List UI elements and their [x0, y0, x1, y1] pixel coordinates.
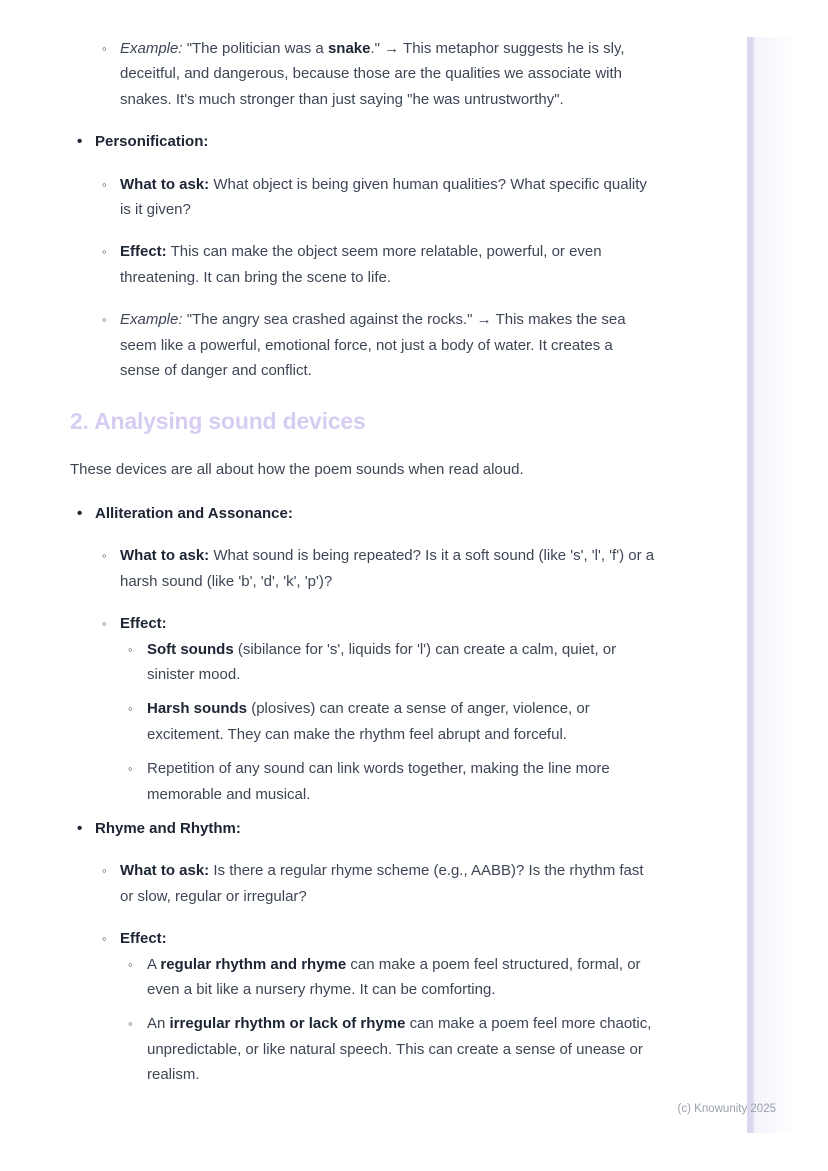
- text-run: A: [147, 955, 161, 973]
- circle-bullet-icon: ◦: [102, 616, 107, 632]
- paragraph: [70, 457, 655, 482]
- list-item: [70, 1011, 655, 1087]
- text-run: This can make the object seem more relatable, powerful, or even threatening. It can bring the scene to life.: [120, 243, 602, 286]
- text-run: Rhyme and Rhythm:: [95, 819, 241, 837]
- list-item: [70, 637, 655, 688]
- text-run: Effect:: [120, 615, 167, 633]
- text-run: "The angry sea crashed against the rocks." → This makes the sea seem like a powerful, emotional force, not just a body of water. It creates a sense of danger and conflict.: [120, 311, 626, 380]
- text-run: What to ask:: [120, 862, 210, 880]
- list-item: [70, 129, 655, 154]
- text-run: Example:: [120, 40, 183, 57]
- list-item: [70, 696, 655, 747]
- circle-bullet-icon: ◦: [128, 701, 133, 717]
- text-run: An: [147, 1015, 170, 1033]
- text-run: Repetition of any sound can link words together, making the line more memorable and musical.: [147, 760, 610, 803]
- circle-bullet-icon: ◦: [128, 761, 133, 777]
- text-run: Is there a regular rhyme scheme (e.g., AABB)? Is the rhythm fast or slow, regular or irregular?: [120, 862, 644, 905]
- text-run: Effect:: [120, 243, 167, 261]
- circle-bullet-icon: ◦: [128, 1016, 133, 1032]
- page-edge-strip: [747, 37, 796, 1133]
- bullet-icon: •: [77, 819, 83, 837]
- circle-bullet-icon: ◦: [102, 41, 107, 56]
- text-run: can make a poem feel more chaotic, unpredictable, or like natural speech. This can create a sense of unease or realism.: [147, 1015, 652, 1084]
- list-item: [70, 36, 655, 112]
- text-run: Alliteration and Assonance:: [95, 504, 293, 522]
- text-run: can make a poem feel structured, formal, or even a bit like a nursery rhyme. It can be comforting.: [147, 955, 641, 998]
- list-item: [70, 756, 655, 807]
- text-run: irregular rhythm or lack of rhyme: [169, 1015, 406, 1033]
- text-run: ." → This metaphor suggests he is sly, deceitful, and dangerous, because those are the qualities we associate with snakes. It's much stronger than just saying "he was untrustworthy".: [120, 40, 625, 108]
- list-item: [70, 543, 655, 594]
- text-run: 2. Analysing sound devices: [70, 408, 366, 435]
- text-run: Personification:: [95, 133, 209, 151]
- list-item: [70, 926, 655, 951]
- text-run: What to ask:: [120, 547, 210, 565]
- list-item: [70, 816, 655, 841]
- copyright-footer: (c) Knowunity 2025: [677, 1103, 776, 1115]
- circle-bullet-icon: ◦: [102, 244, 107, 260]
- list-item: [70, 307, 655, 383]
- list-item: [70, 172, 655, 223]
- circle-bullet-icon: ◦: [102, 931, 107, 947]
- text-run: What sound is being repeated? Is it a soft sound (like 's', 'l', 'f') or a harsh sound (like 'b', 'd', 'k', 'p')?: [120, 547, 655, 590]
- circle-bullet-icon: ◦: [128, 641, 133, 657]
- circle-bullet-icon: ◦: [102, 312, 107, 328]
- bullet-icon: •: [77, 133, 83, 151]
- content-blocks: [70, 36, 655, 1088]
- text-run: "The politician was a: [182, 40, 328, 57]
- text-run: (plosives) can create a sense of anger, violence, or excitement. They can make the rhythm feel abrupt and forceful.: [147, 700, 590, 743]
- text-run: Harsh sounds: [147, 700, 248, 718]
- text-run: What object is being given human qualities? What specific quality is it given?: [120, 175, 647, 219]
- list-item: [70, 239, 655, 290]
- list-item: [70, 858, 655, 909]
- section-heading: [70, 407, 655, 436]
- list-item: [70, 611, 655, 636]
- text-run: snake: [327, 40, 371, 57]
- text-run: (sibilance for 's', liquids for 'l') can create a calm, quiet, or sinister mood.: [147, 640, 617, 683]
- text-run: Effect:: [120, 930, 167, 948]
- text-run: What to ask:: [120, 175, 210, 193]
- text-run: Soft sounds: [147, 640, 234, 658]
- circle-bullet-icon: ◦: [102, 548, 107, 564]
- text-run: These devices are all about how the poem sounds when read aloud.: [70, 461, 524, 479]
- document-page: [70, 36, 655, 1097]
- text-run: Example:: [120, 311, 183, 329]
- circle-bullet-icon: ◦: [102, 863, 107, 879]
- list-item: [70, 501, 655, 526]
- circle-bullet-icon: ◦: [128, 956, 133, 972]
- circle-bullet-icon: ◦: [102, 176, 107, 192]
- list-item: [70, 952, 655, 1003]
- bullet-icon: •: [77, 504, 83, 522]
- text-run: regular rhythm and rhyme: [160, 955, 347, 973]
